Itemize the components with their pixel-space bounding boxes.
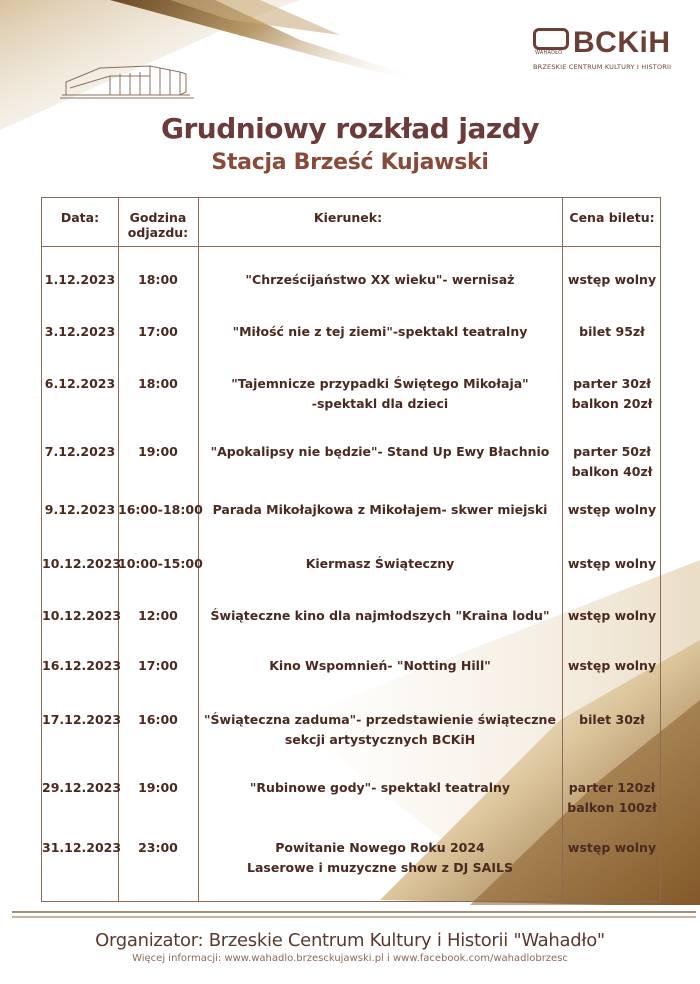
schedule-table bbox=[41, 197, 661, 902]
page-subtitle: Stacja Brześć Kujawski bbox=[211, 150, 489, 175]
row-date: 1.12.2023 bbox=[44, 272, 116, 287]
row-date: 3.12.2023 bbox=[44, 324, 116, 339]
row-price: wstęp wolny bbox=[567, 502, 657, 517]
row-price-line2: balkon 40zł bbox=[571, 464, 653, 479]
row-time: 23:00 bbox=[138, 840, 178, 855]
row-price: bilet 95zł bbox=[579, 324, 645, 339]
row-direction: Parada Mikołajkowa z Mikołajem- skwer miejski bbox=[212, 502, 548, 517]
row-price: wstęp wolny bbox=[567, 658, 657, 673]
row-price: parter 30zł bbox=[573, 376, 651, 391]
row-date: 10.12.2023 bbox=[42, 556, 122, 571]
header-time bbox=[118, 210, 198, 240]
row-direction: "Świąteczna zaduma"- przedstawienie świąteczne bbox=[204, 712, 556, 727]
footer-info: Więcej informacji: www.wahadlo.brzesckujawski.pl i www.facebook.com/wahadlobrzesc bbox=[132, 953, 568, 964]
row-price-line2: balkon 20zł bbox=[571, 396, 653, 411]
row-direction: "Apokalipsy nie będzie"- Stand Up Ewy Błachnio bbox=[210, 444, 550, 459]
row-time: 17:00 bbox=[138, 324, 178, 339]
row-date: 29.12.2023 bbox=[42, 780, 122, 795]
header-direction: Kierunek: bbox=[313, 210, 383, 225]
row-direction: "Chrześcijaństwo XX wieku"- wernisaż bbox=[245, 272, 515, 287]
logo-subtitle: BRZESKIE CENTRUM KULTURY I HISTORII bbox=[533, 63, 672, 71]
row-date: 16.12.2023 bbox=[42, 658, 122, 673]
row-time: 19:00 bbox=[138, 780, 178, 795]
row-time: 17:00 bbox=[138, 658, 178, 673]
row-direction: Kino Wspomnień- "Notting Hill" bbox=[269, 658, 491, 673]
row-date: 9.12.2023 bbox=[44, 502, 116, 517]
header-time-line2: odjazdu: bbox=[127, 225, 189, 240]
row-time: 10:00-15:00 bbox=[118, 556, 203, 571]
row-direction: "Tajemnicze przypadki Świętego Mikołaja" bbox=[231, 376, 529, 391]
row-time: 12:00 bbox=[138, 608, 178, 623]
row-direction: "Rubinowe gody"- spektakl teatralny bbox=[249, 780, 511, 795]
row-date: 17.12.2023 bbox=[42, 712, 122, 727]
row-price: parter 120zł bbox=[568, 780, 656, 795]
bckih-logo bbox=[531, 26, 676, 76]
row-price: bilet 30zł bbox=[579, 712, 645, 727]
row-direction: Kiermasz Świąteczny bbox=[305, 556, 455, 571]
header-time-line1: Godzina bbox=[129, 210, 187, 225]
row-price: wstęp wolny bbox=[567, 272, 657, 287]
row-date: 7.12.2023 bbox=[44, 444, 116, 459]
row-price: wstęp wolny bbox=[567, 608, 657, 623]
row-price: wstęp wolny bbox=[567, 840, 657, 855]
row-direction-line2: sekcji artystycznych BCKiH bbox=[284, 732, 476, 747]
row-date: 6.12.2023 bbox=[44, 376, 116, 391]
row-date: 31.12.2023 bbox=[42, 840, 122, 855]
logo-mark bbox=[533, 28, 569, 50]
row-time: 16:00-18:00 bbox=[118, 502, 203, 517]
row-direction-line2: Laserowe i muzyczne show z DJ SAILS bbox=[247, 860, 513, 875]
row-time: 18:00 bbox=[138, 376, 178, 391]
row-direction: "Miłość nie z tej ziemi"-spektakl teatralny bbox=[232, 324, 528, 339]
row-date: 10.12.2023 bbox=[42, 608, 122, 623]
footer-organizer: Organizator: Brzeskie Centrum Kultury i Historii "Wahadło" bbox=[95, 930, 605, 951]
header-price: Cena biletu: bbox=[569, 210, 655, 225]
row-direction: Powitanie Nowego Roku 2024 bbox=[275, 840, 485, 855]
row-time: 18:00 bbox=[138, 272, 178, 287]
page-title: Grudniowy rozkład jazdy bbox=[160, 112, 540, 145]
row-price-line2: balkon 100zł bbox=[567, 800, 657, 815]
header-date: Data: bbox=[60, 210, 100, 225]
row-time: 19:00 bbox=[138, 444, 178, 459]
row-time: 16:00 bbox=[138, 712, 178, 727]
logo-brand: BCKiH bbox=[573, 26, 671, 59]
row-direction: Świąteczne kino dla najmłodszych "Kraina lodu" bbox=[210, 608, 550, 623]
row-price: wstęp wolny bbox=[567, 556, 657, 571]
row-direction-line2: -spektakl dla dzieci bbox=[311, 396, 449, 411]
row-price: parter 50zł bbox=[573, 444, 651, 459]
logo-small-text: WAHADŁO bbox=[535, 50, 563, 56]
